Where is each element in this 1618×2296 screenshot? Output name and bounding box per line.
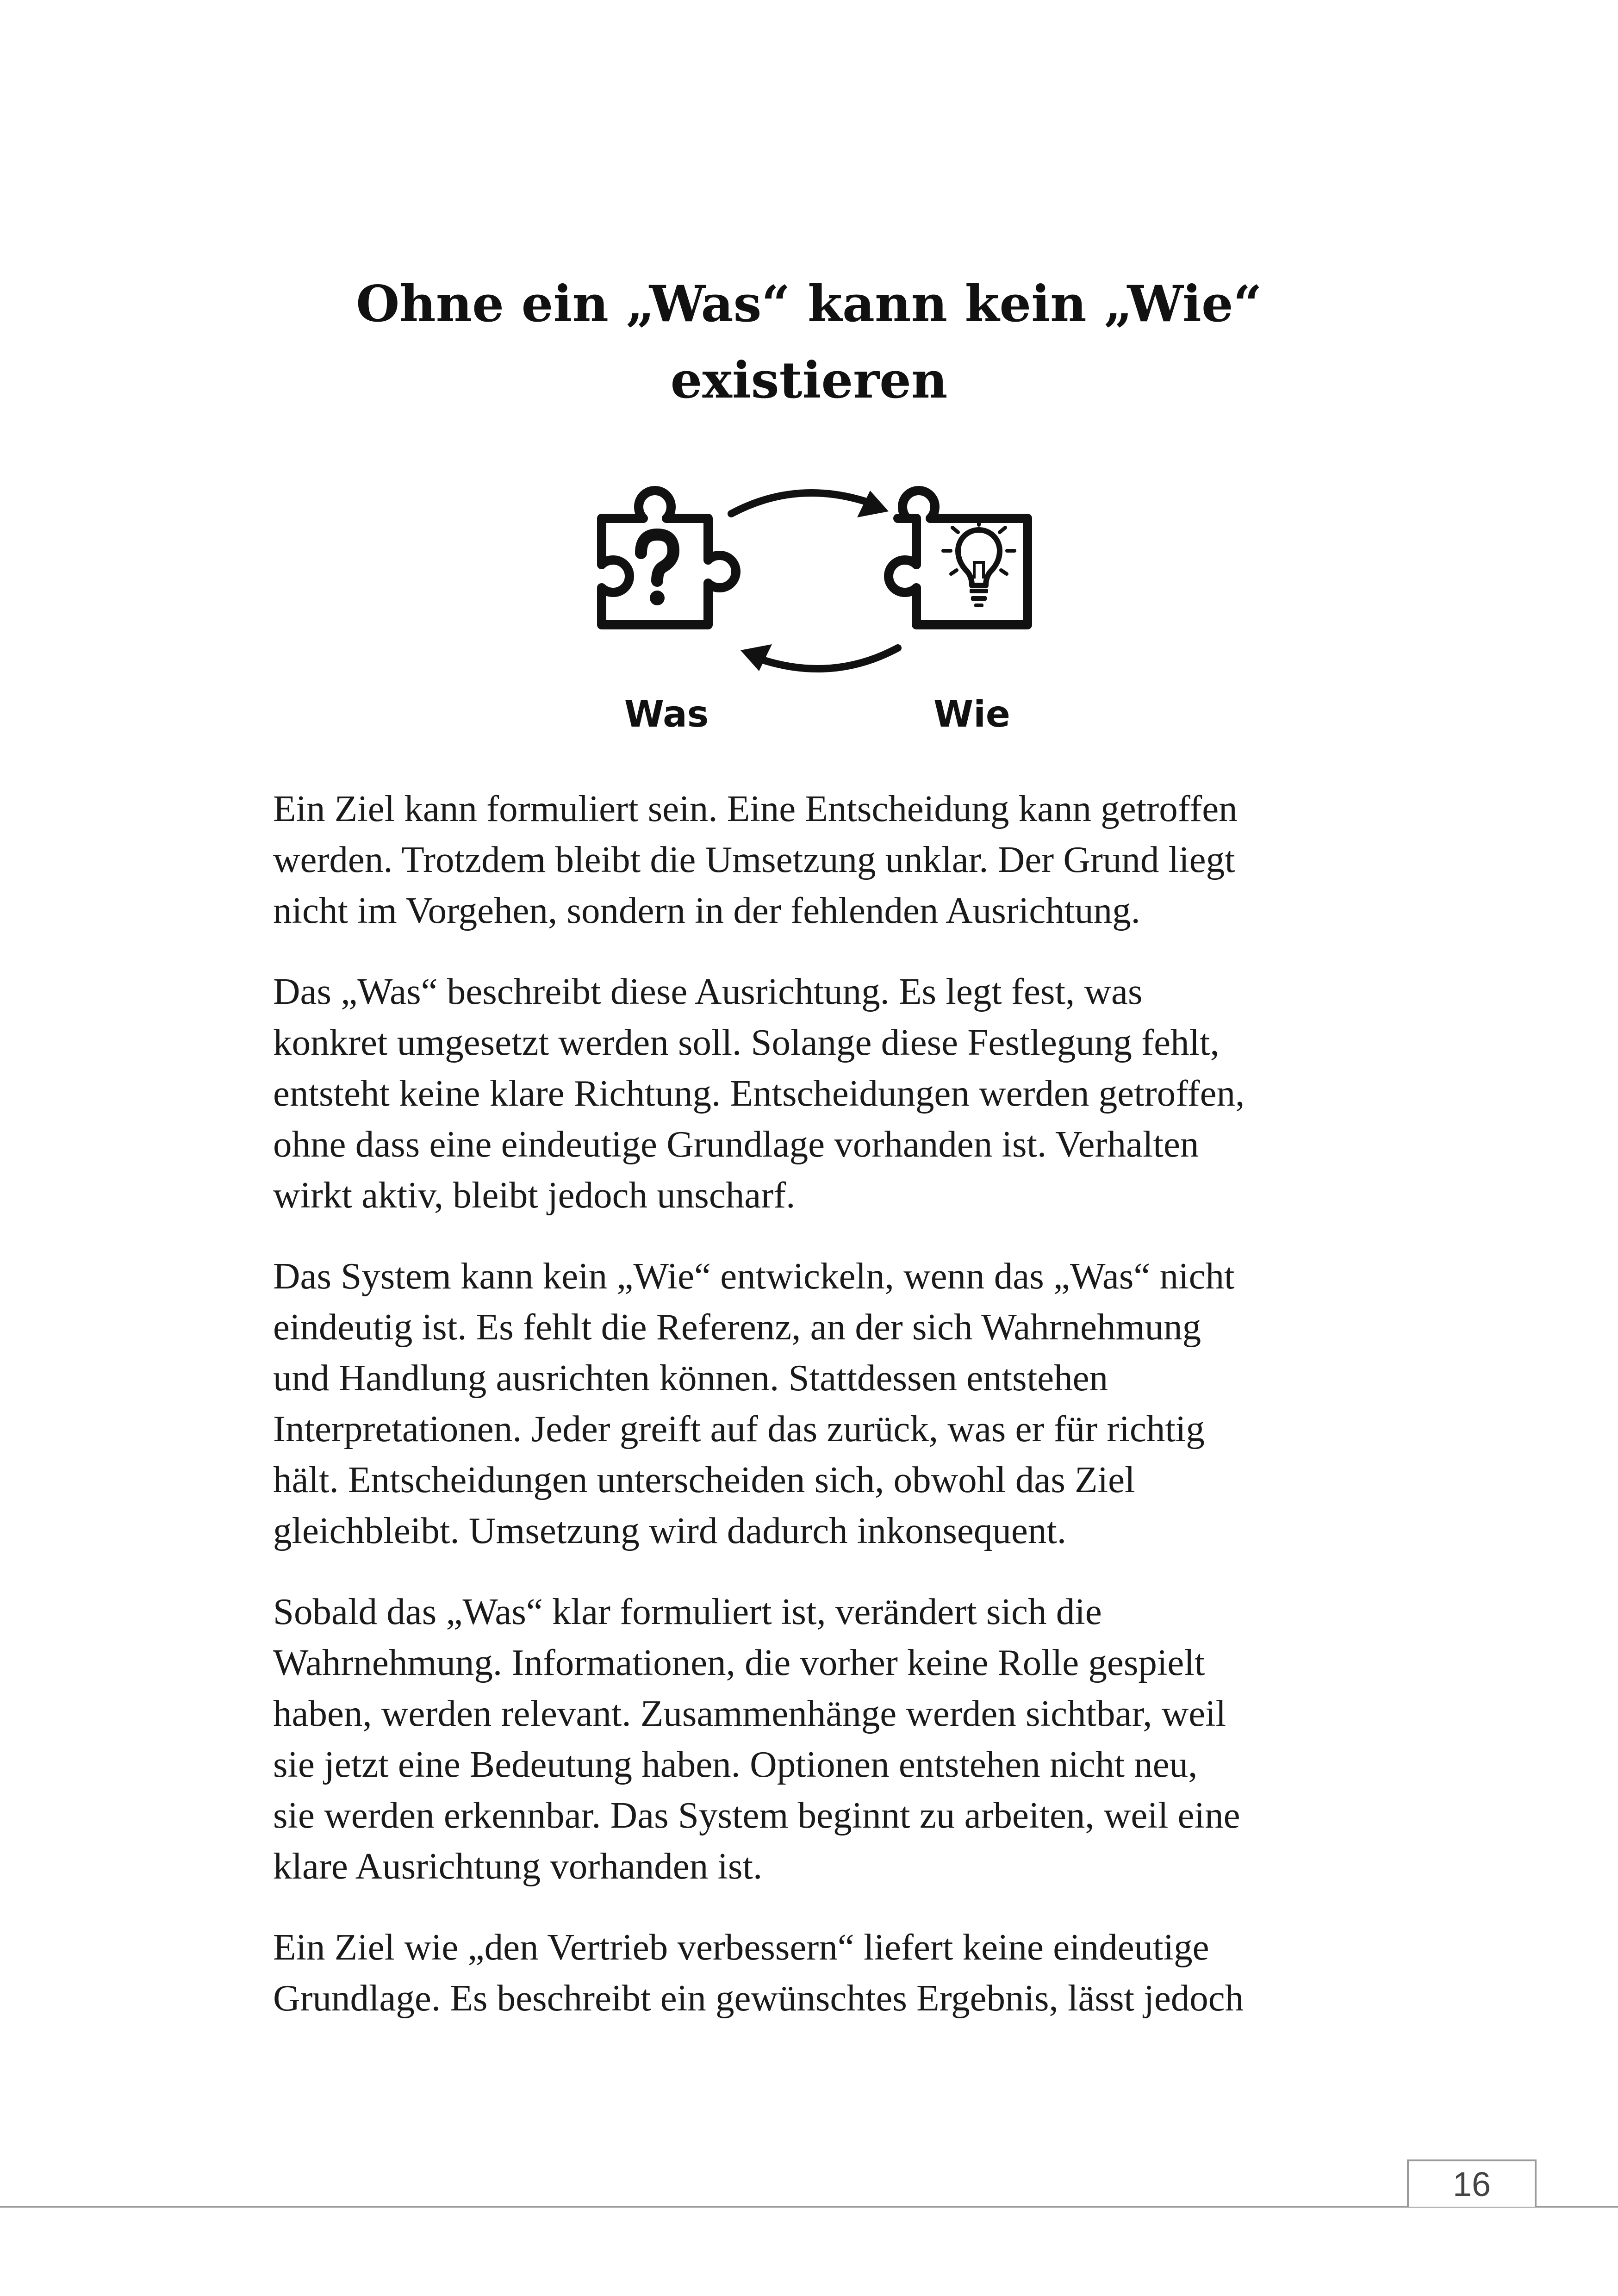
text-line: hält. Entscheidungen unterscheiden sich, obwohl das Ziel	[273, 1459, 1135, 1500]
text-line: sie werden erkennbar. Das System beginnt zu arbeiten, weil eine	[273, 1794, 1240, 1836]
text-line: und Handlung ausrichten können. Stattdessen entstehen	[273, 1357, 1108, 1399]
text-line: Sobald das „Was“ klar formuliert ist, verändert sich die	[273, 1591, 1102, 1632]
was-label: Was	[624, 694, 709, 735]
text-line: Interpretationen. Jeder greift auf das zurück, was er für richtig	[273, 1408, 1205, 1450]
paragraph-5	[273, 1922, 1351, 2023]
text-line: Das „Was“ beschreibt diese Ausrichtung. Es legt fest, was	[273, 971, 1143, 1012]
page-title-line-2: existieren	[670, 351, 948, 410]
text-line: klare Ausrichtung vorhanden ist.	[273, 1845, 763, 1887]
page-title	[0, 266, 1618, 419]
arrow-left-icon	[741, 644, 898, 671]
text-line: haben, werden relevant. Zusammenhänge werden sichtbar, weil	[273, 1692, 1226, 1734]
text-line: wirkt aktiv, bleibt jedoch unscharf.	[273, 1174, 796, 1216]
body-text	[273, 783, 1351, 2053]
question-mark-icon	[641, 535, 673, 605]
text-line: sie jetzt eine Bedeutung haben. Optionen entstehen nicht neu,	[273, 1743, 1198, 1785]
text-line: ohne dass eine eindeutige Grundlage vorhanden ist. Verhalten	[273, 1123, 1199, 1165]
arrow-right-icon	[731, 491, 889, 517]
text-line: Grundlage. Es beschreibt ein gewünschtes Ergebnis, lässt jedoch	[273, 1977, 1244, 2019]
puzzle-piece-wie-icon	[889, 491, 1027, 625]
text-line: gleichbleibt. Umsetzung wird dadurch inkonsequent.	[273, 1510, 1067, 1551]
text-line: entsteht keine klare Richtung. Entscheidungen werden getroffen,	[273, 1072, 1245, 1114]
text-line: Ein Ziel kann formuliert sein. Eine Entscheidung kann getroffen	[273, 788, 1238, 829]
footer-rule	[0, 2206, 1618, 2208]
paragraph-4	[273, 1586, 1351, 1892]
text-line: Wahrnehmung. Informationen, die vorher keine Rolle gespielt	[273, 1642, 1205, 1683]
text-line: werden. Trotzdem bleibt die Umsetzung unklar. Der Grund liegt	[273, 839, 1235, 880]
puzzle-piece-was-icon	[602, 491, 736, 625]
text-line: konkret umgesetzt werden soll. Solange diese Festlegung fehlt,	[273, 1021, 1220, 1063]
text-line: eindeutig ist. Es fehlt die Referenz, an der sich Wahrnehmung	[273, 1306, 1201, 1348]
text-line: Ein Ziel wie „den Vertrieb verbessern“ liefert keine eindeutige	[273, 1926, 1209, 1968]
page-title-line-1: Ohne ein „Was“ kann kein „Wie“	[356, 275, 1262, 333]
paragraph-3	[273, 1251, 1351, 1556]
text-line: Das System kann kein „Wie“ entwickeln, wenn das „Was“ nicht	[273, 1255, 1235, 1297]
light-bulb-icon	[943, 517, 1014, 607]
paragraph-1	[273, 783, 1351, 936]
was-wie-puzzle-illustration	[592, 481, 1037, 740]
text-line: nicht im Vorgehen, sondern in der fehlenden Ausrichtung.	[273, 890, 1140, 931]
page-number: 16	[1407, 2159, 1537, 2207]
wie-label: Wie	[933, 694, 1010, 735]
paragraph-2	[273, 966, 1351, 1220]
